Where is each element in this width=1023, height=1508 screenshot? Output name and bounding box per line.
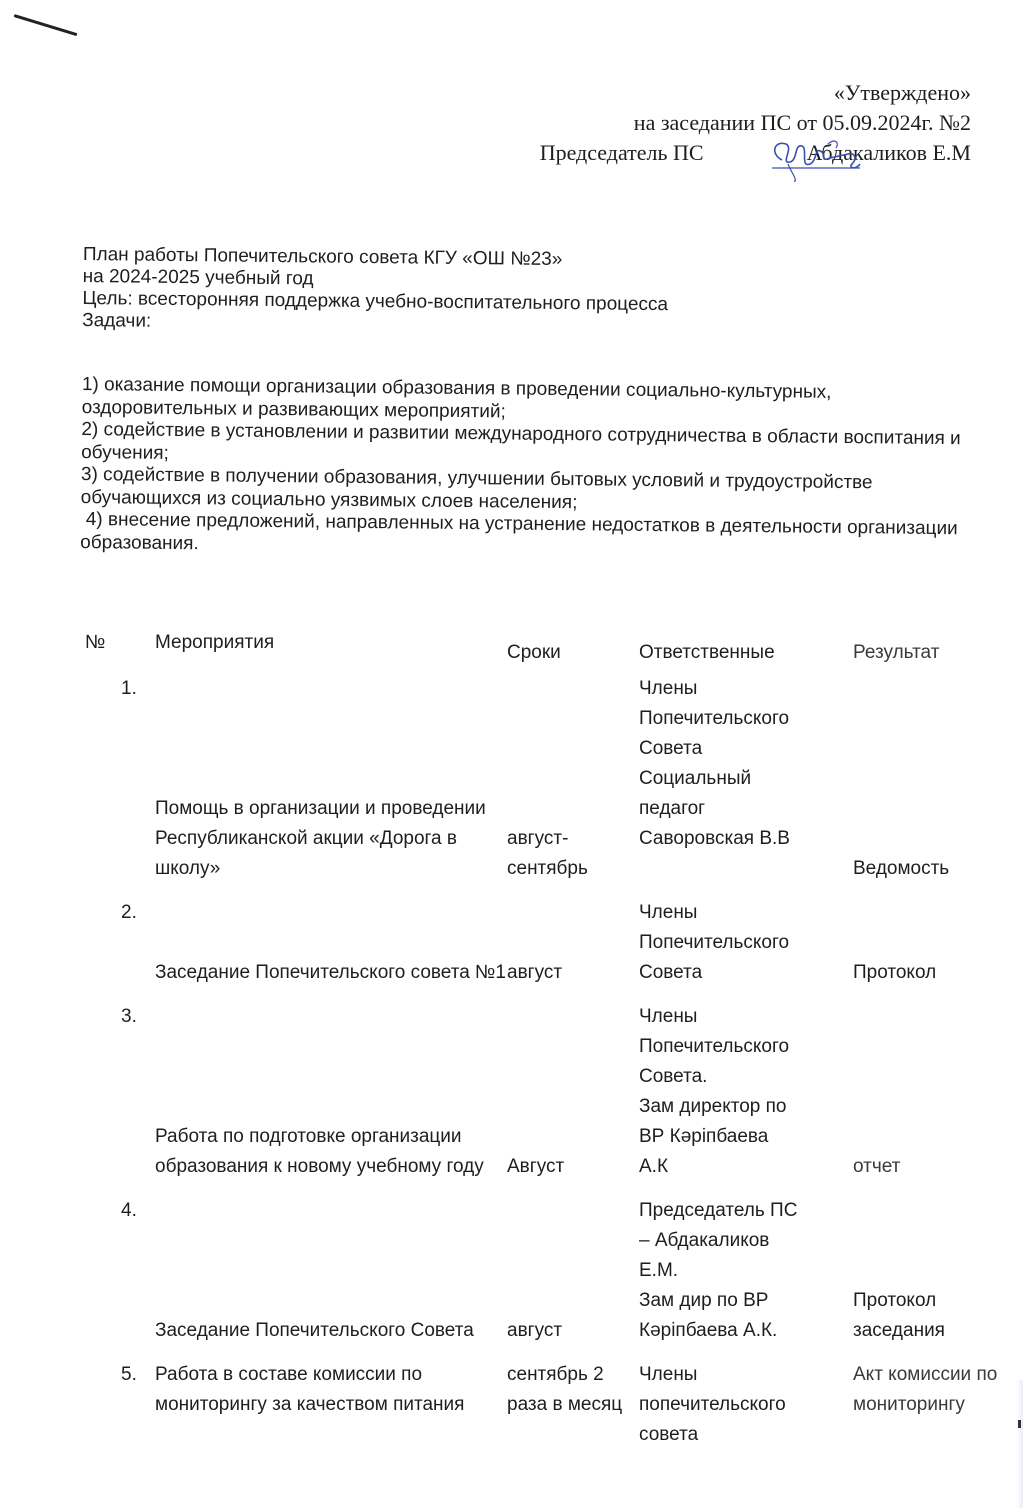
row-dates: сентябрь 2 раза в месяц [507,1364,623,1415]
row-event: Работа в составе комиссии по мониторингу за качеством питания [155,1364,465,1415]
responsible-line: педагог [639,798,706,819]
responsible-line: Социальный [639,768,752,789]
table-row [85,1002,1003,1196]
responsible-line: Попечительского [639,708,790,729]
responsible-line: совета [639,1424,699,1445]
responsible-line: Е.М. [639,1260,679,1281]
row-num: 5. [121,1364,137,1385]
tasks-heading: Задачи: [82,309,152,332]
responsible-line: Члены [639,902,698,923]
header-event: Мероприятия [155,632,275,653]
plan-table [85,628,1003,1450]
responsible-line: – Абдакаликов [639,1230,770,1251]
row-event: Помощь в организации и проведении Республиканской акции «Дорога в школу» [155,798,486,879]
table-row [85,1196,1003,1360]
task-item: 3) содействие в получении образования, улучшении бытовых условий и трудоустройстве обучающихся из социально уязвимых слоев населения; [80,463,873,513]
responsible-line: Попечительского [639,1036,790,1057]
responsible-line: Председатель ПС [639,1200,798,1221]
responsible-line: Члены [639,1006,698,1027]
responsible-line: Совета [639,738,703,759]
row-event: Заседание Попечительского Совета [155,1320,474,1341]
row-num: 4. [121,1200,137,1221]
approval-heading: «Утверждено» [833,80,971,105]
responsible-line: ВР Кәріпбаева [639,1126,769,1147]
responsible-line: А.К [639,1156,669,1177]
table-row [85,1360,1003,1450]
responsible-line: Саворовская В.В [639,828,790,849]
task-item: 4) внесение предложений, направленных на устранение недостатков в деятельности организации образования. [80,508,964,554]
row-responsible [639,1002,853,1196]
row-num: 1. [121,678,137,699]
handwritten-signature [768,134,863,182]
responsible-line: Попечительского [639,932,790,953]
responsible-line: попечительского [639,1394,786,1415]
header-responsible: Ответственные [639,642,775,663]
header-result: Результат [853,642,940,663]
responsible-line: Члены [639,1364,698,1385]
scan-artifact-mark [14,14,78,36]
header-num: № [85,632,106,653]
row-result: Акт комиссии по мониторингу [853,1364,998,1415]
row-result: отчет [853,1156,901,1177]
approval-stamp [540,78,971,168]
table-row [85,674,1003,898]
responsible-line: Совета [639,962,703,983]
responsible-line: Зам директор по [639,1096,787,1117]
row-dates: август-сентябрь [507,828,588,879]
row-num: 2. [121,902,137,923]
plan-title: План работы Попечительского совета КГУ «ОШ №23» [82,244,563,271]
table-row [85,898,1003,1002]
responsible-line: Кәріпбаева А.К. [639,1320,778,1341]
row-event: Работа по подготовке организации образования к новому учебному году [155,1126,484,1177]
page-edge-shadow [1017,1380,1023,1508]
row-responsible [639,898,853,1002]
row-responsible [639,1360,853,1450]
responsible-line: Зам дир по ВР [639,1290,769,1311]
plan-goal: Цель: всесторонняя поддержка учебно-воспитательного процесса [82,287,669,316]
row-result: Протокол заседания [853,1290,945,1341]
signatory-name: Абдакаликов Е.М [806,140,971,165]
row-responsible [639,674,853,898]
row-result: Протокол [853,962,937,983]
tasks-list [80,374,982,563]
row-responsible [639,1196,853,1360]
approval-signatory [540,138,971,168]
task-item: 1) оказание помощи организации образования в проведении социально-культурных, оздоровительных и развивающих мероприятий; [81,374,832,422]
responsible-line: Совета. [639,1066,708,1087]
row-dates: август [507,1320,563,1341]
signatory-line [540,138,971,168]
responsible-line: Члены [639,678,698,699]
task-item: 2) содействие в установлении и развитии международного сотрудничества в области воспитания и обучения; [81,418,961,464]
signatory-title: Председатель ПС [539,140,704,165]
plan-year: на 2024-2025 учебный год [82,265,314,290]
row-event: Заседание Попечительского совета №1 [155,962,506,983]
document-title-block [82,244,983,341]
row-dates: Август [507,1156,565,1177]
table-header-row [85,628,1003,674]
approval-meeting: на заседании ПС от 05.09.2024г. №2 [633,110,971,135]
row-num: 3. [121,1006,137,1027]
row-result: Ведомость [853,858,950,879]
header-dates: Сроки [507,642,561,663]
row-dates: август [507,962,563,983]
